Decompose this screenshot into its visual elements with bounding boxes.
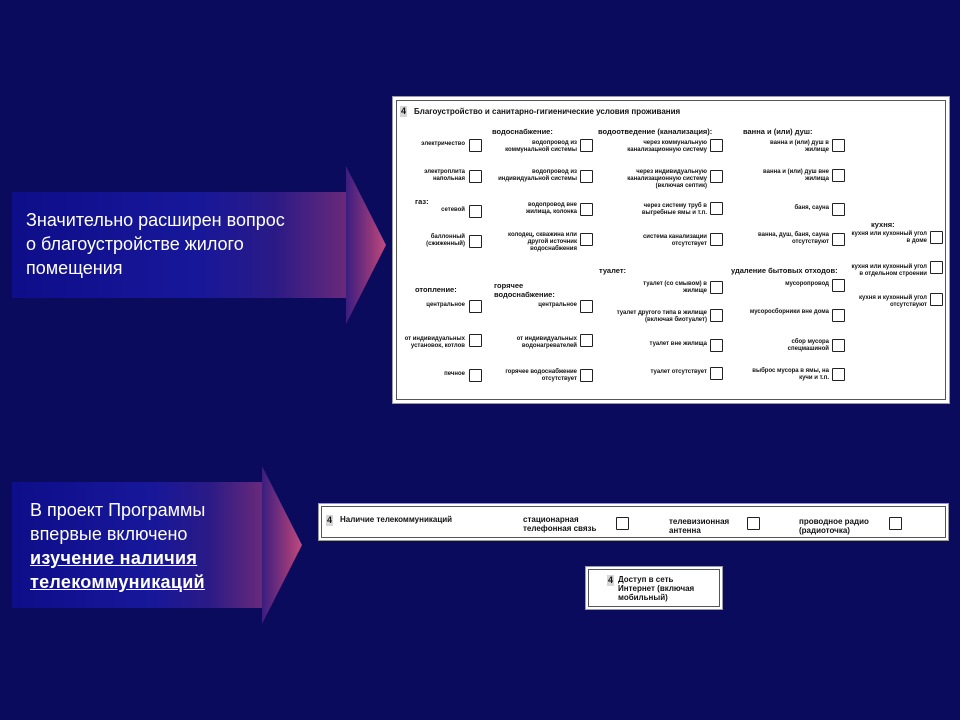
option-tv-checkbox[interactable] <box>747 517 760 530</box>
item-electric-stove-checkbox[interactable] <box>469 170 482 183</box>
item-electricity-checkbox[interactable] <box>469 139 482 152</box>
header-toilet: туалет: <box>599 266 627 275</box>
item-toilet-none-checkbox[interactable] <box>710 367 723 380</box>
item-water-outside-label: водопровод вне жилища, колонка <box>525 202 577 215</box>
item-bath-sauna-checkbox[interactable] <box>832 203 845 216</box>
form-telecom <box>318 503 949 541</box>
item-water-outside-checkbox[interactable] <box>580 203 593 216</box>
item-bath-outside-label: ванна и (или) душ вне жилища <box>763 169 829 182</box>
item-hw-individual-label: от индивидуальных водонагревателей <box>516 336 577 349</box>
item-gas-network-label: сетевой <box>441 207 465 213</box>
item-water-communal-checkbox[interactable] <box>580 139 593 152</box>
item-sewer-individual-checkbox[interactable] <box>710 170 723 183</box>
item-sewer-communal-label: через коммунальную канализационную систему <box>627 140 707 153</box>
item-hw-individual-checkbox[interactable] <box>580 334 593 347</box>
item-gas-bottled-checkbox[interactable] <box>469 235 482 248</box>
item-heat-stove-label: печное <box>444 371 465 377</box>
item-sewer-communal-checkbox[interactable] <box>710 139 723 152</box>
item-toilet-outside-label: туалет вне жилища <box>649 341 707 347</box>
callout-line: Значительно расширен вопрос <box>26 210 285 230</box>
item-electricity-label: электричество <box>421 141 465 147</box>
item-hw-none-checkbox[interactable] <box>580 369 593 382</box>
item-heat-stove-checkbox[interactable] <box>469 369 482 382</box>
question-number: 4 <box>326 515 332 525</box>
item-bath-none-label: ванна, душ, баня, сауна отсутствуют <box>758 232 829 245</box>
item-waste-special-label: сбор мусора спецмашиной <box>787 339 829 352</box>
option-phone-label: стационарная телефонная связь <box>523 515 597 533</box>
item-sewer-pits-checkbox[interactable] <box>710 202 723 215</box>
header-sewer: водоотведение (канализация): <box>598 127 713 136</box>
header-water: водоснабжение: <box>492 127 553 136</box>
callout-emphasis: изучение наличия <box>30 548 198 568</box>
item-kitchen-separate-checkbox[interactable] <box>930 261 943 274</box>
item-gas-network-checkbox[interactable] <box>469 205 482 218</box>
callout-telecom <box>12 466 302 624</box>
item-bath-sauna-label: баня, сауна <box>794 205 829 211</box>
item-sewer-individual-label: через индивидуальную канализационную систему (включая септик) <box>627 169 707 189</box>
item-sewer-pits-label: через систему труб в выгребные ямы и т.п. <box>641 203 707 216</box>
header-heating: отопление: <box>415 285 457 294</box>
item-kitchen-separate-label: кухня или кухонный угол в отдельном строении <box>851 264 927 277</box>
header-waste: удаление бытовых отходов: <box>731 266 838 275</box>
item-toilet-outside-checkbox[interactable] <box>710 339 723 352</box>
callout-text <box>26 208 285 280</box>
item-waste-bins-checkbox[interactable] <box>832 309 845 322</box>
item-water-individual-checkbox[interactable] <box>580 170 593 183</box>
form-improvements <box>392 96 950 404</box>
item-sewer-none-label: система канализации отсутствует <box>642 234 707 247</box>
question-number: 4 <box>607 575 613 585</box>
item-kitchen-none-label: кухня и кухонный угол отсутствуют <box>859 295 927 308</box>
callout-line: помещения <box>26 258 123 278</box>
item-waste-bins-label: мусоросборники вне дома <box>749 309 829 315</box>
option-tv-label: телевизионная антенна <box>669 517 730 535</box>
item-electric-stove-label: электроплита напольная <box>424 169 465 182</box>
item-bath-inside-label: ванна и (или) душ в жилище <box>770 140 829 153</box>
item-toilet-none-label: туалет отсутствует <box>650 369 707 375</box>
header-gas: газ: <box>415 197 429 206</box>
item-hw-central-checkbox[interactable] <box>580 300 593 313</box>
item-heat-individual-label: от индивидуальных установок, котлов <box>404 336 465 349</box>
option-radio-label: проводное радио (радиоточка) <box>799 517 869 535</box>
callout-line: о благоустройстве жилого <box>26 234 244 254</box>
item-heat-individual-checkbox[interactable] <box>469 334 482 347</box>
item-toilet-flush-checkbox[interactable] <box>710 281 723 294</box>
item-bath-none-checkbox[interactable] <box>832 233 845 246</box>
item-kitchen-none-checkbox[interactable] <box>930 293 943 306</box>
item-gas-bottled-label: баллонный (сжиженный) <box>426 234 465 247</box>
callout-arrow <box>262 466 302 624</box>
item-water-well-checkbox[interactable] <box>580 233 593 246</box>
item-water-communal-label: водопровод из коммунальной системы <box>505 140 577 153</box>
item-bath-inside-checkbox[interactable] <box>832 139 845 152</box>
item-sewer-none-checkbox[interactable] <box>710 233 723 246</box>
callout-improvements <box>12 166 386 324</box>
form-title: Доступ в сеть Интернет (включая мобильный) <box>618 575 695 602</box>
callout-arrow <box>346 166 386 324</box>
form-title: Наличие телекоммуникаций <box>340 515 453 524</box>
callout-line: В проект Программы <box>30 500 206 520</box>
header-kitchen: кухня: <box>871 220 895 229</box>
item-waste-dump-label: выброс мусора в ямы, на кучи и т.п. <box>752 368 829 381</box>
item-kitchen-inside-checkbox[interactable] <box>930 231 943 244</box>
callout-emphasis: телекоммуникаций <box>30 572 205 592</box>
item-heat-central-label: центральное <box>426 302 465 308</box>
item-hw-central-label: центральное <box>538 302 577 308</box>
form-title: Благоустройство и санитарно-гигиенические условия проживания <box>414 107 681 116</box>
option-phone-checkbox[interactable] <box>616 517 629 530</box>
item-water-individual-label: водопровод из индивидуальной системы <box>498 169 577 182</box>
item-hw-none-label: горячее водоснабжение отсутствует <box>505 369 577 382</box>
form-internet <box>585 566 723 610</box>
item-bath-outside-checkbox[interactable] <box>832 169 845 182</box>
item-waste-special-checkbox[interactable] <box>832 339 845 352</box>
item-toilet-other-label: туалет другого типа в жилище (включая биотуалет) <box>616 310 707 323</box>
question-number: 4 <box>400 106 406 116</box>
option-radio-checkbox[interactable] <box>889 517 902 530</box>
item-water-well-label: колодец, скважина или другой источник водоснабжения <box>508 232 577 252</box>
item-waste-chute-checkbox[interactable] <box>832 279 845 292</box>
item-heat-central-checkbox[interactable] <box>469 300 482 313</box>
item-waste-dump-checkbox[interactable] <box>832 368 845 381</box>
item-waste-chute-label: мусоропровод <box>785 281 829 287</box>
item-toilet-other-checkbox[interactable] <box>710 309 723 322</box>
item-toilet-flush-label: туалет (со смывом) в жилище <box>643 281 707 294</box>
header-hotwater: горячее водоснабжение: <box>494 281 555 299</box>
callout-line: впервые включено <box>30 524 188 544</box>
item-kitchen-inside-label: кухня или кухонный угол в доме <box>851 231 927 244</box>
callout-text <box>30 498 205 594</box>
header-bath: ванна и (или) душ: <box>743 127 813 136</box>
